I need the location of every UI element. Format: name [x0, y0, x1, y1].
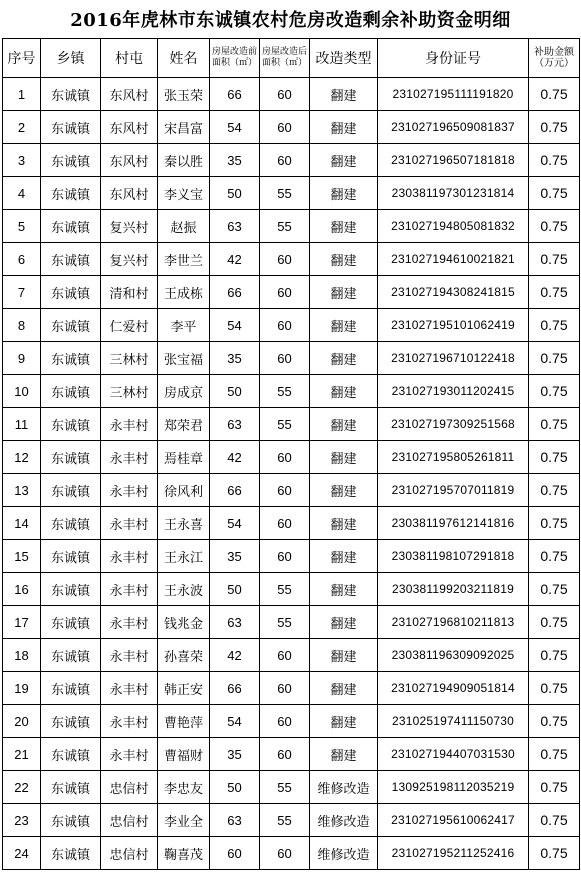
cell-area-after: 60 [260, 672, 310, 705]
cell-seq: 8 [3, 309, 41, 342]
cell-area-before: 35 [210, 540, 260, 573]
table-row [3, 771, 580, 804]
cell-seq: 10 [3, 375, 41, 408]
cell-area-before: 66 [210, 276, 260, 309]
cell-area-before: 60 [210, 837, 260, 870]
cell-seq: 22 [3, 771, 41, 804]
header-area-after: 房屋改造后面积（㎡） [260, 39, 310, 78]
cell-id-number: 230381197612141816 [378, 507, 529, 540]
cell-area-before: 66 [210, 78, 260, 111]
cell-subsidy: 0.75 [529, 771, 580, 804]
cell-name: 郑荣君 [158, 408, 210, 441]
cell-village: 复兴村 [101, 243, 158, 276]
cell-subsidy: 0.75 [529, 342, 580, 375]
table-row [3, 804, 580, 837]
cell-village: 忠信村 [101, 804, 158, 837]
cell-seq: 21 [3, 738, 41, 771]
cell-type: 翻建 [310, 309, 378, 342]
cell-name: 韩正安 [158, 672, 210, 705]
cell-name: 鞠喜茂 [158, 837, 210, 870]
subsidy-table [2, 38, 580, 870]
cell-type: 翻建 [310, 672, 378, 705]
cell-area-before: 35 [210, 144, 260, 177]
cell-subsidy: 0.75 [529, 540, 580, 573]
cell-town: 东诚镇 [41, 705, 101, 738]
table-row [3, 375, 580, 408]
cell-type: 翻建 [310, 705, 378, 738]
cell-seq: 4 [3, 177, 41, 210]
cell-seq: 24 [3, 837, 41, 870]
cell-town: 东诚镇 [41, 804, 101, 837]
cell-area-after: 60 [260, 243, 310, 276]
cell-subsidy: 0.75 [529, 606, 580, 639]
cell-area-after: 60 [260, 441, 310, 474]
cell-id-number: 230381199203211819 [378, 573, 529, 606]
cell-village: 永丰村 [101, 705, 158, 738]
cell-area-before: 66 [210, 474, 260, 507]
cell-type: 翻建 [310, 210, 378, 243]
cell-area-after: 60 [260, 144, 310, 177]
cell-subsidy: 0.75 [529, 243, 580, 276]
cell-seq: 16 [3, 573, 41, 606]
cell-town: 东诚镇 [41, 276, 101, 309]
cell-seq: 11 [3, 408, 41, 441]
cell-id-number: 230381197301231814 [378, 177, 529, 210]
table-row [3, 441, 580, 474]
table-row [3, 639, 580, 672]
cell-type: 翻建 [310, 375, 378, 408]
table-row [3, 540, 580, 573]
table-row [3, 672, 580, 705]
cell-area-before: 50 [210, 771, 260, 804]
cell-area-before: 63 [210, 210, 260, 243]
cell-subsidy: 0.75 [529, 738, 580, 771]
cell-subsidy: 0.75 [529, 177, 580, 210]
cell-name: 王成栋 [158, 276, 210, 309]
table-row [3, 243, 580, 276]
cell-id-number: 231027195805261811 [378, 441, 529, 474]
cell-subsidy: 0.75 [529, 474, 580, 507]
cell-id-number: 231027194407031530 [378, 738, 529, 771]
cell-subsidy: 0.75 [529, 309, 580, 342]
cell-name: 钱兆金 [158, 606, 210, 639]
cell-subsidy: 0.75 [529, 144, 580, 177]
cell-subsidy: 0.75 [529, 276, 580, 309]
table-row [3, 474, 580, 507]
cell-town: 东诚镇 [41, 606, 101, 639]
cell-seq: 9 [3, 342, 41, 375]
cell-seq: 2 [3, 111, 41, 144]
table-row [3, 837, 580, 870]
cell-type: 翻建 [310, 243, 378, 276]
cell-name: 李平 [158, 309, 210, 342]
cell-id-number: 231027195610062417 [378, 804, 529, 837]
cell-area-before: 63 [210, 606, 260, 639]
cell-type: 翻建 [310, 573, 378, 606]
cell-area-after: 55 [260, 408, 310, 441]
cell-subsidy: 0.75 [529, 639, 580, 672]
cell-type: 翻建 [310, 144, 378, 177]
cell-town: 东诚镇 [41, 738, 101, 771]
cell-id-number: 230381196309092025 [378, 639, 529, 672]
cell-name: 李业全 [158, 804, 210, 837]
cell-name: 秦以胜 [158, 144, 210, 177]
cell-town: 东诚镇 [41, 408, 101, 441]
cell-town: 东诚镇 [41, 474, 101, 507]
cell-name: 赵振 [158, 210, 210, 243]
cell-town: 东诚镇 [41, 771, 101, 804]
cell-subsidy: 0.75 [529, 672, 580, 705]
cell-village: 仁爱村 [101, 309, 158, 342]
cell-town: 东诚镇 [41, 210, 101, 243]
cell-subsidy: 0.75 [529, 408, 580, 441]
cell-seq: 13 [3, 474, 41, 507]
cell-area-after: 60 [260, 78, 310, 111]
cell-seq: 3 [3, 144, 41, 177]
table-row [3, 177, 580, 210]
cell-subsidy: 0.75 [529, 78, 580, 111]
cell-seq: 15 [3, 540, 41, 573]
cell-area-before: 54 [210, 111, 260, 144]
cell-id-number: 231027195211252416 [378, 837, 529, 870]
cell-area-before: 35 [210, 738, 260, 771]
cell-id-number: 231027196509081837 [378, 111, 529, 144]
cell-area-after: 60 [260, 705, 310, 738]
cell-seq: 7 [3, 276, 41, 309]
header-type: 改造类型 [310, 39, 378, 78]
table-row [3, 111, 580, 144]
cell-area-before: 63 [210, 408, 260, 441]
cell-type: 翻建 [310, 78, 378, 111]
cell-type: 翻建 [310, 177, 378, 210]
cell-area-after: 55 [260, 375, 310, 408]
cell-village: 三林村 [101, 375, 158, 408]
table-row [3, 144, 580, 177]
cell-area-after: 60 [260, 111, 310, 144]
cell-name: 王永江 [158, 540, 210, 573]
cell-name: 曹艳萍 [158, 705, 210, 738]
cell-type: 翻建 [310, 606, 378, 639]
cell-subsidy: 0.75 [529, 573, 580, 606]
header-id-number: 身份证号 [378, 39, 529, 78]
page-title: 2016年虎林市东诚镇农村危房改造剩余补助资金明细 [70, 10, 511, 31]
cell-name: 张玉荣 [158, 78, 210, 111]
cell-type: 翻建 [310, 342, 378, 375]
cell-village: 复兴村 [101, 210, 158, 243]
cell-type: 翻建 [310, 639, 378, 672]
cell-type: 翻建 [310, 408, 378, 441]
cell-type: 维修改造 [310, 771, 378, 804]
cell-type: 翻建 [310, 276, 378, 309]
cell-town: 东诚镇 [41, 639, 101, 672]
header-area-before: 房屋改造前面积（㎡） [210, 39, 260, 78]
cell-type: 翻建 [310, 540, 378, 573]
cell-area-after: 60 [260, 837, 310, 870]
cell-village: 永丰村 [101, 672, 158, 705]
cell-subsidy: 0.75 [529, 804, 580, 837]
cell-village: 永丰村 [101, 507, 158, 540]
cell-town: 东诚镇 [41, 573, 101, 606]
cell-area-after: 60 [260, 276, 310, 309]
cell-area-after: 60 [260, 639, 310, 672]
cell-village: 忠信村 [101, 771, 158, 804]
cell-village: 东风村 [101, 177, 158, 210]
cell-id-number: 231027196710122418 [378, 342, 529, 375]
cell-area-before: 42 [210, 639, 260, 672]
cell-village: 东风村 [101, 78, 158, 111]
header-row [3, 39, 580, 78]
cell-seq: 19 [3, 672, 41, 705]
header-village: 村屯 [101, 39, 158, 78]
cell-town: 东诚镇 [41, 78, 101, 111]
cell-town: 东诚镇 [41, 309, 101, 342]
header-subsidy: 补助金额（万元） [529, 39, 580, 78]
cell-id-number: 231027193011202415 [378, 375, 529, 408]
cell-village: 永丰村 [101, 441, 158, 474]
cell-village: 永丰村 [101, 408, 158, 441]
cell-area-after: 55 [260, 210, 310, 243]
cell-type: 翻建 [310, 441, 378, 474]
cell-type: 维修改造 [310, 804, 378, 837]
cell-id-number: 231025197411150730 [378, 705, 529, 738]
cell-subsidy: 0.75 [529, 705, 580, 738]
cell-type: 维修改造 [310, 837, 378, 870]
cell-subsidy: 0.75 [529, 507, 580, 540]
cell-name: 李世兰 [158, 243, 210, 276]
cell-type: 翻建 [310, 111, 378, 144]
cell-seq: 23 [3, 804, 41, 837]
cell-name: 徐风利 [158, 474, 210, 507]
cell-id-number: 231027194805081832 [378, 210, 529, 243]
table-row [3, 738, 580, 771]
cell-town: 东诚镇 [41, 243, 101, 276]
cell-id-number: 231027194610021821 [378, 243, 529, 276]
cell-subsidy: 0.75 [529, 111, 580, 144]
cell-seq: 17 [3, 606, 41, 639]
cell-name: 焉桂章 [158, 441, 210, 474]
cell-seq: 12 [3, 441, 41, 474]
cell-town: 东诚镇 [41, 441, 101, 474]
cell-type: 翻建 [310, 507, 378, 540]
cell-town: 东诚镇 [41, 672, 101, 705]
cell-area-after: 60 [260, 342, 310, 375]
cell-seq: 5 [3, 210, 41, 243]
cell-id-number: 231027196507181818 [378, 144, 529, 177]
table-row [3, 309, 580, 342]
cell-name: 曹福财 [158, 738, 210, 771]
cell-area-after: 55 [260, 771, 310, 804]
cell-area-before: 66 [210, 672, 260, 705]
table-row [3, 210, 580, 243]
cell-id-number: 231027195111191820 [378, 78, 529, 111]
cell-town: 东诚镇 [41, 837, 101, 870]
cell-town: 东诚镇 [41, 375, 101, 408]
cell-village: 永丰村 [101, 573, 158, 606]
cell-area-before: 50 [210, 573, 260, 606]
header-seq: 序号 [3, 39, 41, 78]
cell-village: 东风村 [101, 144, 158, 177]
cell-id-number: 231027197309251568 [378, 408, 529, 441]
cell-type: 翻建 [310, 738, 378, 771]
cell-name: 宋昌富 [158, 111, 210, 144]
cell-name: 房成京 [158, 375, 210, 408]
cell-seq: 20 [3, 705, 41, 738]
cell-area-before: 35 [210, 342, 260, 375]
cell-name: 李义宝 [158, 177, 210, 210]
table-row [3, 606, 580, 639]
cell-area-after: 60 [260, 507, 310, 540]
cell-town: 东诚镇 [41, 177, 101, 210]
cell-town: 东诚镇 [41, 540, 101, 573]
cell-subsidy: 0.75 [529, 837, 580, 870]
cell-id-number: 231027194909051814 [378, 672, 529, 705]
cell-area-after: 60 [260, 309, 310, 342]
table-row [3, 408, 580, 441]
cell-town: 东诚镇 [41, 144, 101, 177]
cell-village: 三林村 [101, 342, 158, 375]
cell-name: 李忠友 [158, 771, 210, 804]
cell-area-before: 54 [210, 705, 260, 738]
table-row [3, 507, 580, 540]
cell-area-after: 55 [260, 606, 310, 639]
cell-id-number: 231027195101062419 [378, 309, 529, 342]
cell-area-before: 42 [210, 441, 260, 474]
table-row [3, 573, 580, 606]
cell-area-after: 60 [260, 540, 310, 573]
cell-village: 永丰村 [101, 540, 158, 573]
cell-name: 孙喜荣 [158, 639, 210, 672]
cell-id-number: 231027195707011819 [378, 474, 529, 507]
header-name: 姓名 [158, 39, 210, 78]
table-row [3, 276, 580, 309]
cell-area-after: 55 [260, 804, 310, 837]
cell-village: 永丰村 [101, 639, 158, 672]
cell-village: 忠信村 [101, 837, 158, 870]
cell-id-number: 230381198107291818 [378, 540, 529, 573]
cell-seq: 14 [3, 507, 41, 540]
cell-area-after: 60 [260, 738, 310, 771]
cell-name: 张宝福 [158, 342, 210, 375]
cell-village: 永丰村 [101, 474, 158, 507]
cell-id-number: 231027196810211813 [378, 606, 529, 639]
cell-name: 王永喜 [158, 507, 210, 540]
cell-area-before: 50 [210, 375, 260, 408]
cell-subsidy: 0.75 [529, 441, 580, 474]
cell-area-after: 60 [260, 474, 310, 507]
table-row [3, 78, 580, 111]
cell-seq: 18 [3, 639, 41, 672]
cell-area-after: 55 [260, 177, 310, 210]
cell-village: 永丰村 [101, 738, 158, 771]
cell-village: 东风村 [101, 111, 158, 144]
cell-town: 东诚镇 [41, 507, 101, 540]
cell-name: 王永波 [158, 573, 210, 606]
header-town: 乡镇 [41, 39, 101, 78]
table-row [3, 342, 580, 375]
cell-seq: 1 [3, 78, 41, 111]
cell-subsidy: 0.75 [529, 375, 580, 408]
table-row [3, 705, 580, 738]
cell-area-before: 54 [210, 507, 260, 540]
cell-area-before: 54 [210, 309, 260, 342]
cell-area-after: 55 [260, 573, 310, 606]
cell-id-number: 130925198112035219 [378, 771, 529, 804]
cell-village: 永丰村 [101, 606, 158, 639]
cell-type: 翻建 [310, 474, 378, 507]
cell-area-before: 50 [210, 177, 260, 210]
cell-subsidy: 0.75 [529, 210, 580, 243]
cell-village: 清和村 [101, 276, 158, 309]
cell-id-number: 231027194308241815 [378, 276, 529, 309]
cell-area-before: 42 [210, 243, 260, 276]
cell-area-before: 63 [210, 804, 260, 837]
cell-town: 东诚镇 [41, 111, 101, 144]
cell-seq: 6 [3, 243, 41, 276]
cell-town: 东诚镇 [41, 342, 101, 375]
